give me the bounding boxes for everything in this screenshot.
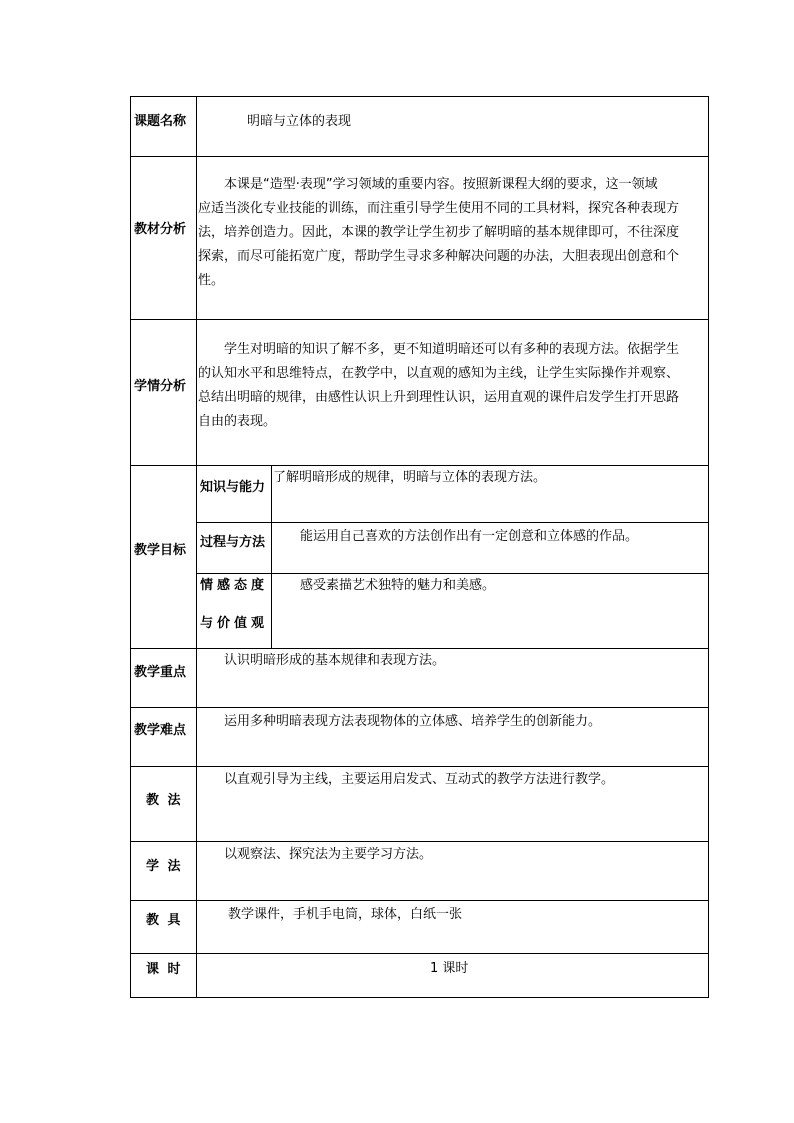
- row-divider: [130, 707, 709, 708]
- goal-subcolumn-divider: [271, 465, 272, 648]
- student-analysis-label: 学情分析: [134, 379, 187, 394]
- goal-emotion-label-line2: 与价值观: [200, 616, 269, 631]
- goal-process-label: 过程与方法: [200, 535, 266, 550]
- learning-method-value: 以观察法、探究法为主要学习方法。: [224, 847, 433, 862]
- paragraph-line: 本课是“造型·表现”学习领域的重要内容。按照新课程大纲的要求，这一领域: [224, 177, 658, 192]
- class-hours-value: 1 课时: [430, 961, 469, 976]
- goal-process-value: 能运用自己喜欢的方法创作出有一定创意和立体感的作品。: [300, 529, 639, 544]
- paragraph-line: 总结出明暗的规律，由感性认识上升到理性认识，运用直观的课件启发学生打开思路: [198, 390, 680, 405]
- class-hours-label: 课 时: [146, 962, 181, 977]
- difficulty-value: 运用多种明暗表现方法表现物体的立体感、培养学生的创新能力。: [224, 714, 602, 729]
- paragraph-line: 学生对明暗的知识了解不多，更不知道明暗还可以有多种的表现方法。依据学生: [224, 342, 680, 357]
- teaching-method-label: 教 法: [146, 793, 181, 808]
- paragraph-line: 探索，而尽可能拓宽广度，帮助学生寻求多种解决问题的办法，大胆表现出创意和个: [198, 249, 680, 264]
- row-divider: [130, 900, 709, 901]
- label-column-divider: [196, 96, 197, 998]
- row-divider: [130, 319, 709, 320]
- course-name-value: 明暗与立体的表现: [247, 114, 352, 129]
- row-divider: [130, 953, 709, 954]
- paragraph-line: 性。: [198, 273, 225, 288]
- goal-emotion-label-line1: 情感态度: [200, 578, 269, 593]
- paragraph-line: 应适当淡化专业技能的训练，而注重引导学生使用不同的工具材料，探究各种表现方: [198, 201, 680, 216]
- teaching-goals-label: 教学目标: [134, 543, 187, 558]
- textbook-analysis-label: 教材分析: [134, 222, 187, 237]
- table-border-bottom: [130, 997, 709, 998]
- course-name-label: 课题名称: [134, 114, 187, 129]
- tools-value: 教学课件，手机手电筒，球体，白纸一张: [228, 907, 463, 922]
- teaching-method-value: 以直观引导为主线，主要运用启发式、互动式的教学方法进行教学。: [224, 772, 615, 787]
- row-divider: [130, 156, 709, 157]
- key-point-value: 认识明暗形成的基本规律和表现方法。: [224, 653, 446, 668]
- learning-method-label: 学 法: [146, 859, 181, 874]
- table-border-left: [130, 96, 131, 998]
- subrow-divider: [196, 522, 709, 523]
- key-point-label: 教学重点: [134, 665, 187, 680]
- difficulty-label: 教学难点: [134, 723, 187, 738]
- table-border-right: [708, 96, 709, 998]
- goal-knowledge-label: 知识与能力: [200, 480, 266, 495]
- textbook-analysis-text: [198, 173, 708, 293]
- table-border-top: [130, 96, 709, 97]
- paragraph-line: 的认知水平和思维特点，在教学中，以直观的感知为主线，让学生实际操作并观察、: [198, 366, 680, 381]
- row-divider: [130, 766, 709, 767]
- row-divider: [130, 841, 709, 842]
- tools-label: 教 具: [146, 913, 181, 928]
- goal-emotion-value: 感受素描艺术独特的魅力和美感。: [300, 578, 496, 593]
- paragraph-line: 自由的表现。: [198, 414, 277, 429]
- paragraph-line: 法，培养创造力。因此，本课的教学让学生初步了解明暗的基本规律即可，不往深度: [198, 225, 680, 240]
- goal-knowledge-value: 了解明暗形成的规律，明暗与立体的表现方法。: [273, 470, 547, 485]
- student-analysis-text: [198, 338, 708, 434]
